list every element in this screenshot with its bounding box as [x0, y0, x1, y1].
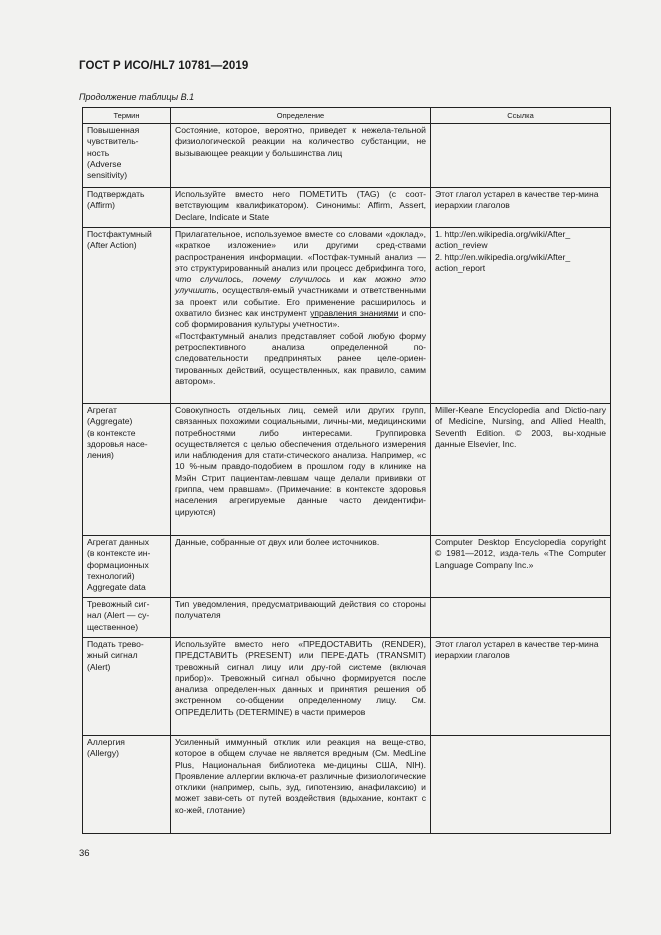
- table-row: [83, 638, 611, 736]
- term-cell: Подать трево- жный сигнал (Alert): [83, 638, 171, 736]
- reference-cell: [431, 228, 611, 404]
- table-header-row: [83, 108, 611, 124]
- table-row: [83, 598, 611, 638]
- table-row: [83, 188, 611, 228]
- knowledge-management-link: управления знаниями: [310, 308, 399, 319]
- definition-cell: [171, 228, 431, 404]
- reference-url: action_review: [435, 240, 488, 251]
- table-row: [83, 736, 611, 834]
- reference-cell: Этот глагол устарел в качестве тер-мина иерархии глаголов: [431, 638, 611, 736]
- reference-cell: [431, 598, 611, 638]
- table-row: [83, 124, 611, 188]
- definition-paragraph: «Постфактумный анализ представляет собой любую форму ретроспективного анализа определенной по-следовательности предпринятых ранее целе-ориен-тированных действий, осуществленных, как правило, самим автором».: [175, 330, 426, 386]
- reference-url: 2. http://en.wikipedia.org/wiki/After_: [435, 251, 571, 262]
- definition-paragraph: Прилагательное, используемое вместе со словами «доклад», «краткое изложение» или другими сред-ствами распространения информации. «Постфак-тумный анализ — это структурированный анализ или процесс дебрифинга того, что случилось, почему случилось и как можно это улучшить, осуществля-емый участниками и ответственными за проект или событие. Его применение расширилось и охватило бизнес как инструмент управления знаниями и спо-соб формирования культуры учетности».: [175, 229, 427, 330]
- term-cell: Агрегат данных (в контексте ин- формационных технологий) Aggregate data: [83, 536, 171, 598]
- header-term: Термин: [83, 108, 171, 124]
- header-definition: Определение: [171, 108, 431, 124]
- reference-cell: Computer Desktop Encyclopedia copyright © 1981—2012, изда-тель «The Computer Language Company Inc.»: [431, 536, 611, 598]
- term-cell: Тревожный сиг- нал (Alert — су- щественное): [83, 598, 171, 638]
- reference-cell: Miller-Keane Encyclopedia and Dictio-nary of Medicine, Nursing, and Allied Health, Seventh Edition. © 2003, вы-ходные данные Elsevier, Inc.: [431, 404, 611, 536]
- definition-cell: Усиленный иммунный отклик или реакция на веще-ство, которое в общем случае не является вредным (См. MedLine Plus, Национальная библиотека ме-дицины США, NIH). Проявление аллергии включа-ет различные физиологические отклики (например, сыпь, зуд, гипотензию, анафилаксию) и может зави-сеть от путей воздействия (вдыхание, контакт с ко-жей, глотание): [171, 736, 431, 834]
- table-row: [83, 536, 611, 598]
- definition-cell: Тип уведомления, предусматривающий действия со стороны получателя: [171, 598, 431, 638]
- reference-url: 1. http://en.wikipedia.org/wiki/After_: [435, 229, 571, 239]
- terms-table: [82, 107, 611, 834]
- term-cell: Агрегат (Aggregate) (в контексте здоровья насе- ления): [83, 404, 171, 536]
- table-caption: Продолжение таблицы В.1: [79, 92, 195, 102]
- definition-cell: Состояние, которое, вероятно, приведет к нежела-тельной физиологической реакции на количество субстанции, не вызывающее реакции у большинства лиц: [171, 124, 431, 188]
- definition-cell: Используйте вместо него «ПРЕДОСТАВИТЬ (RENDER), ПРЕДСТАВИТЬ (PRESENT) или ПЕРЕ-ДАТЬ (TRANSMIT) тревожный сигнал лицу или дру-гой системе (включая прибор)». Тревожный сигнал обычно формируется после анализа определен-ных данных и принятия решения об экстренном со-общении определенному лицу. См. ОПРЕДЕЛИТЬ (DETERMINE) в части примеров: [171, 638, 431, 736]
- table-row: [83, 404, 611, 536]
- table-row: [83, 228, 611, 404]
- term-cell: Аллергия (Allergy): [83, 736, 171, 834]
- definition-cell: Совокупность отдельных лиц, семей или других групп, связанных похожими социальными, личны-ми, медицинскими потребностями либо интересами. Группировка осуществляется с целью обеспечения отдельного измерения или наблюдения для стати-стического анализа. Например, «с 10 %-ным правдо-подобием в прошлом году в клинике на Мэйн Стрит пациентам-левшам чаще делали прививки от гриппа, чем правшам». (Примечание: в контексте здоровья населения агрегируемые данные часто деидентифи-цируются): [171, 404, 431, 536]
- term-cell: Постфактумный (After Action): [83, 228, 171, 404]
- standard-title: ГОСТ Р ИСО/HL7 10781—2019: [79, 60, 249, 72]
- reference-cell: Этот глагол устарел в качестве тер-мина иерархии глаголов: [431, 188, 611, 228]
- header-reference: Ссылка: [431, 108, 611, 124]
- reference-cell: [431, 736, 611, 834]
- page-number: 36: [79, 848, 90, 859]
- reference-cell: [431, 124, 611, 188]
- definition-cell: Данные, собранные от двух или более источников.: [171, 536, 431, 598]
- term-cell: Повышенная чувствитель- ность (Adverse sensitivity): [83, 124, 171, 188]
- term-cell: Подтверждать (Affirm): [83, 188, 171, 228]
- definition-cell: Используйте вместо него ПОМЕТИТЬ (TAG) (с соот-ветствующим квалификатором). Синонимы: Affirm, Assert, Declare, Indicate и State: [171, 188, 431, 228]
- reference-url: action_report: [435, 262, 486, 273]
